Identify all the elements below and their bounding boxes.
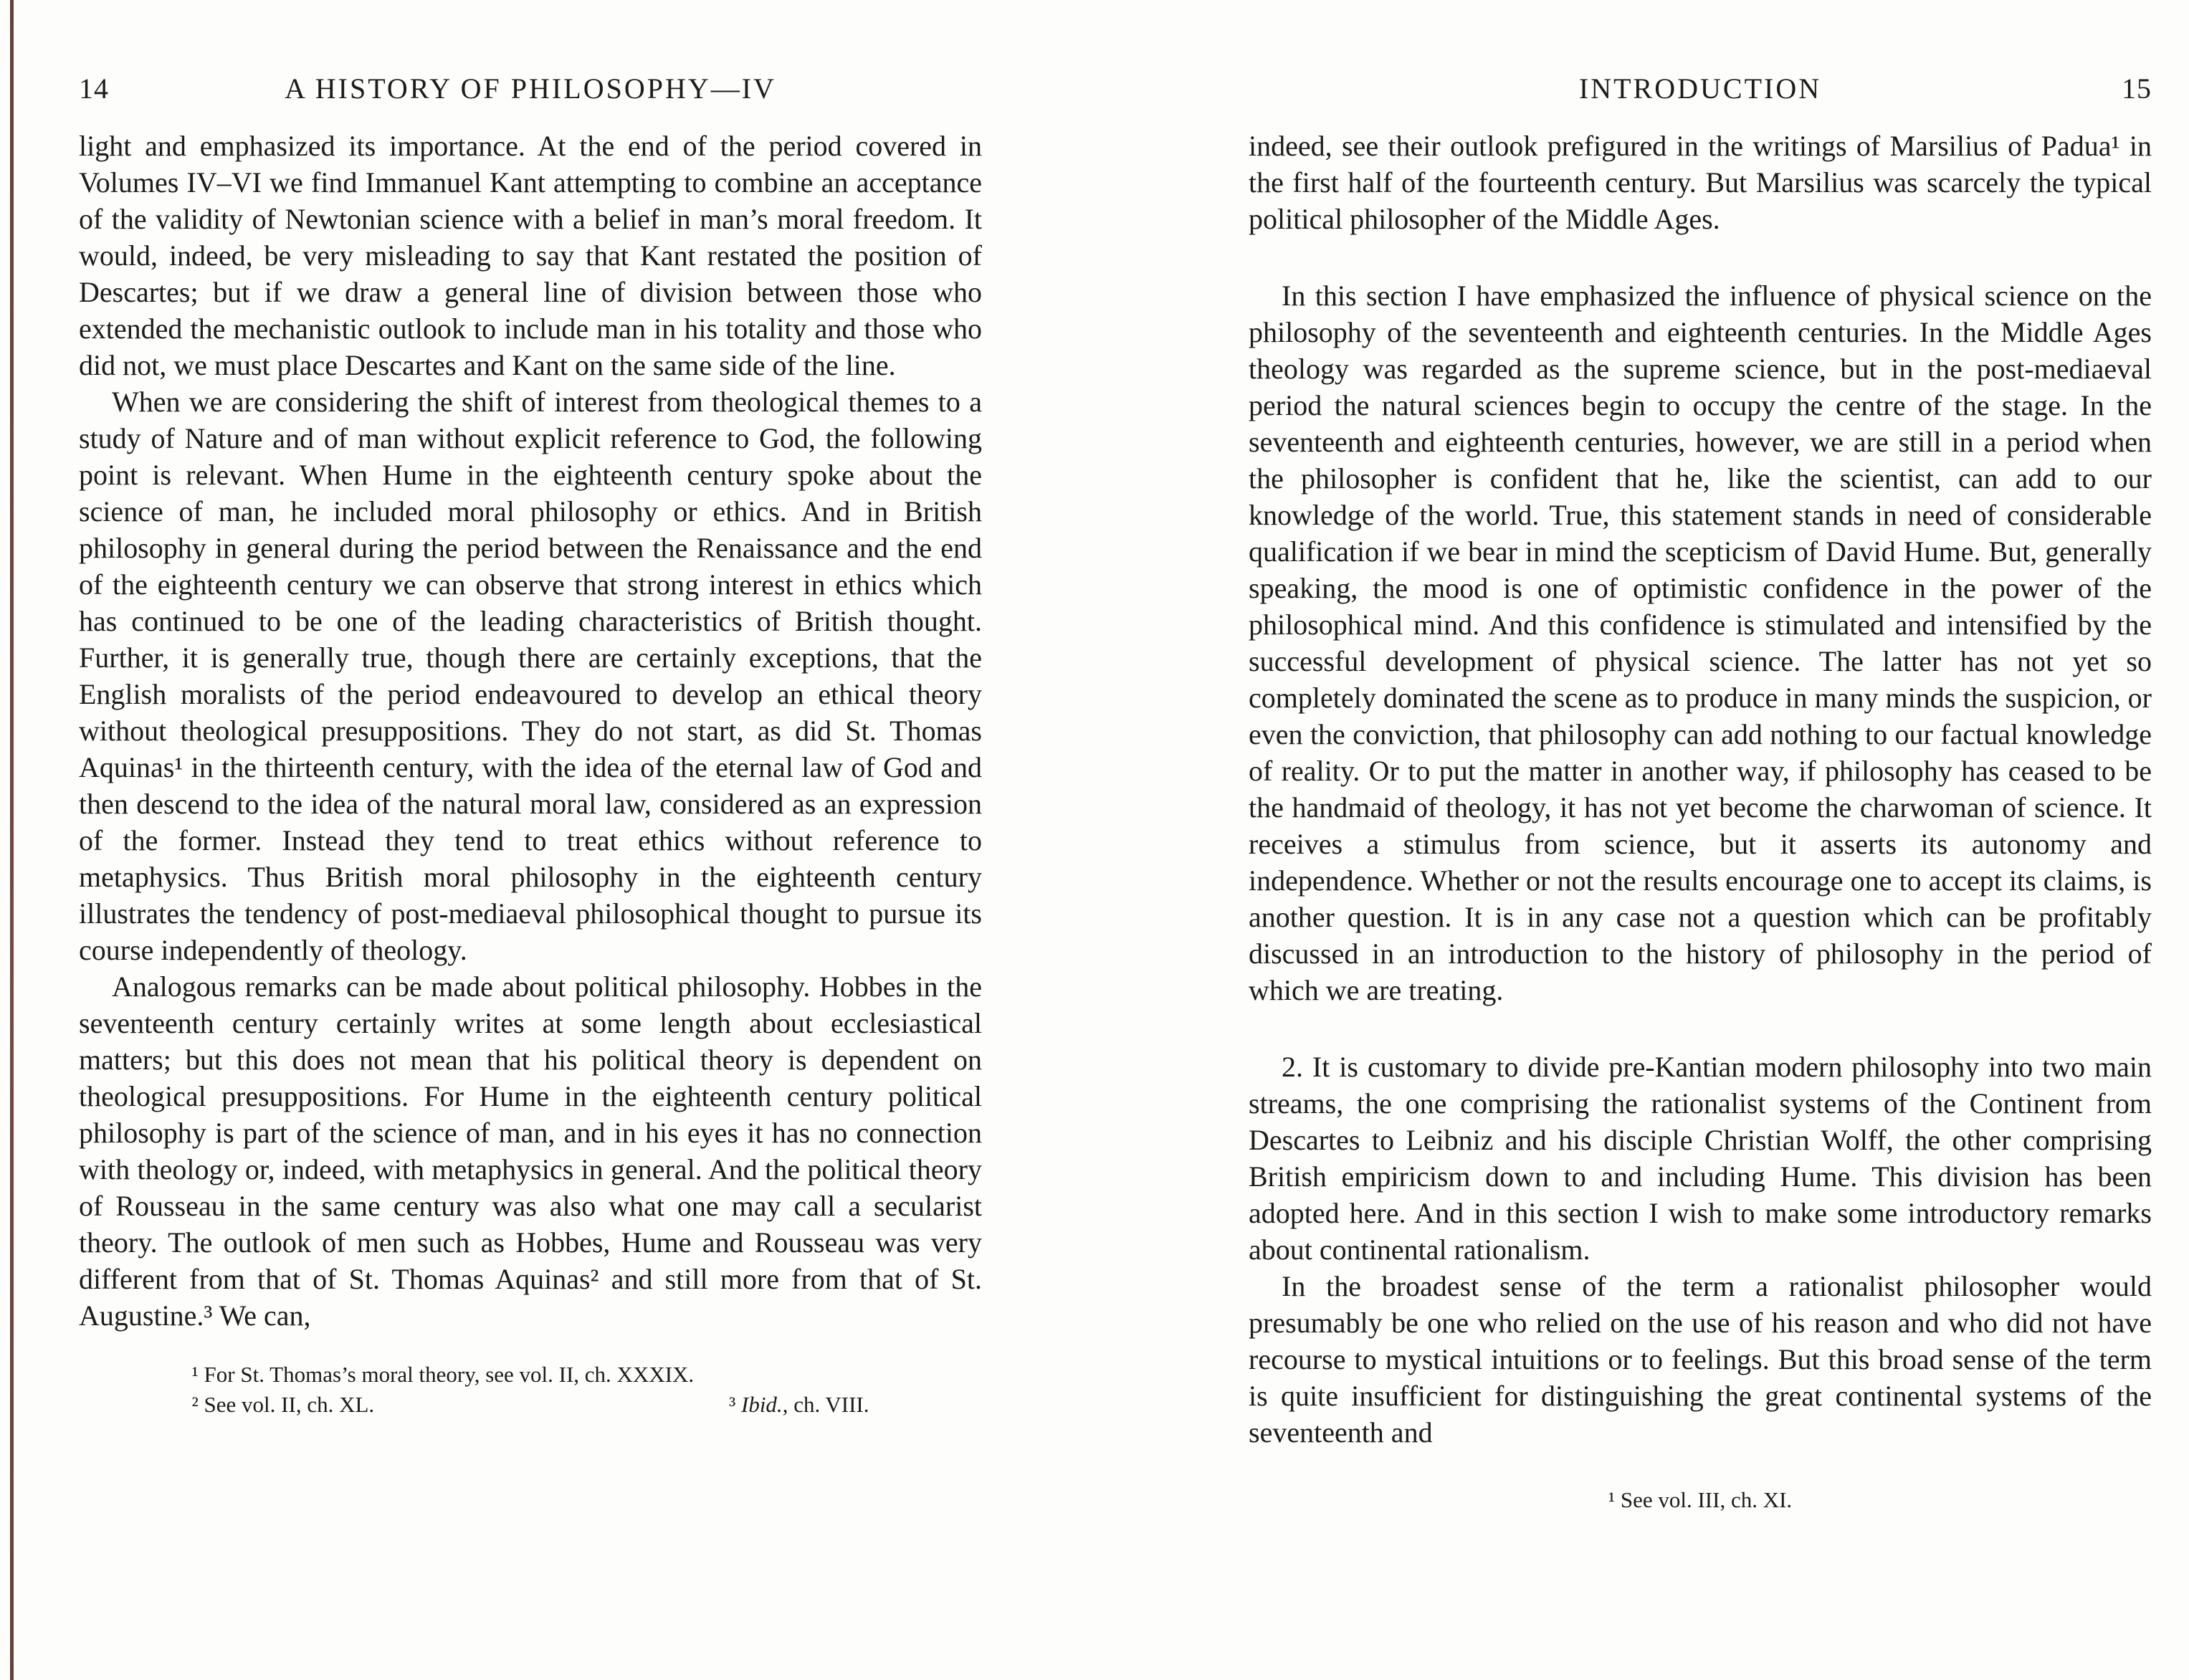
footnote-rest: , ch. VIII.: [782, 1392, 869, 1417]
running-head-left: [79, 72, 982, 108]
page-left: [0, 0, 1094, 1680]
page-number-right: 15: [2122, 72, 2152, 105]
paragraph: When we are considering the shift of interest from theological themes to a study of Nature and of man without explicit reference to God, the following point is relevant. When Hume in the eighteenth century spoke about the science of man, he included moral philosophy or ethics. And in British philosophy in general during the period between the Renaissance and the end of the eighteenth century we can observe that strong interest in ethics which has continued to be one of the leading characteristics of British thought. Further, it is generally true, though there are certainly exceptions, that the English moralists of the period endeavoured to develop an ethical theory without theological presuppositions. They do not start, as did St. Thomas Aquinas¹ in the thirteenth century, with the idea of the eternal law of God and then descend to the idea of the natural moral law, considered as an expression of the former. Instead they tend to treat ethics without reference to metaphysics. Thus British moral philosophy in the eighteenth century illustrates the tendency of post-mediaeval philosophical thought to pursue its course independently of theology.: [79, 386, 982, 966]
footnote-marker: ³: [728, 1392, 741, 1417]
running-head-right: [1249, 72, 2152, 108]
paragraph: Analogous remarks can be made about political philosophy. Hobbes in the seventeenth century certainly writes at some length about ecclesiastical matters; but this does not mean that his political theory is dependent on theological presuppositions. For Hume in the eighteenth century political philosophy is part of the science of man, and in his eyes it has no connection with theology or, indeed, with metaphysics in general. And the political theory of Rousseau in the same century was also what one may call a secularist theory. The outlook of men such as Hobbes, Hume and Rousseau was very different from that of St. Thomas Aquinas² and still more from that of St. Augustine.³ We can,: [79, 970, 982, 1332]
page-right: [1094, 0, 2189, 1680]
footnote-ibid: Ibid.: [741, 1392, 783, 1417]
paragraph: 2. It is customary to divide pre-Kantian modern philosophy into two main streams, the one comprising the rationalist systems of the Continent from Descartes to Leibniz and his disciple Christian Wolff, the other comprising British empiricism down to and including Hume. This division has been adopted here. And in this section I wish to make some introductory remarks about continental rationalism.: [1249, 1051, 2152, 1266]
paragraph: In this section I have emphasized the influence of physical science on the philosophy of the seventeenth and eighteenth centuries. In the Middle Ages theology was regarded as the supreme science, but in the post-mediaeval period the natural sciences begin to occupy the centre of the stage. In the seventeenth and eighteenth centuries, however, we are still in a period when the philosopher is confident that he, like the scientist, can add to our knowledge of the world. True, this statement stands in need of considerable qualification if we bear in mind the scepticism of David Hume. But, generally speaking, the mood is one of optimistic confidence in the power of the philosophical mind. And this confidence is stimulated and intensified by the successful development of physical science. The latter has not yet so completely dominated the scene as to produce in many minds the suspicion, or even the conviction, that philosophy can add nothing to our factual knowledge of reality. Or to put the matter in another way, if philosophy has ceased to be the handmaid of theology, it has not yet become the charwoman of science. It receives a stimulus from science, but it asserts its autonomy and independence. Whether or not the results encourage one to accept its claims, is another question. It is in any case not a question which can be profitably discussed in an introduction to the history of philosophy in the period of which we are treating.: [1249, 280, 2152, 1006]
running-title-left: A HISTORY OF PHILOSOPHY—IV: [285, 72, 776, 105]
scan-edge-line: [10, 0, 14, 1680]
footnote: [729, 1390, 869, 1420]
paragraph: indeed, see their outlook prefigured in the writings of Marsilius of Padua¹ in the first half of the fourteenth century. But Marsilius was scarcely the typical political philosopher of the Middle Ages.: [1249, 130, 2152, 235]
footnote: ¹ For St. Thomas’s moral theory, see vol. II, ch. XXXIX.: [191, 1362, 695, 1387]
body-text-left: [79, 128, 982, 1334]
footnote: ² See vol. II, ch. XL.: [191, 1392, 375, 1417]
running-title-right: INTRODUCTION: [1578, 72, 1822, 105]
footnote: ¹ See vol. III, ch. XI.: [1608, 1487, 1793, 1512]
page-number-left: 14: [79, 72, 109, 105]
footnotes-left: [192, 1360, 869, 1420]
footnote-row: [192, 1390, 869, 1420]
paragraph: light and emphasized its importance. At the end of the period covered in Volumes IV–VI we find Immanuel Kant attempting to combine an acceptance of the validity of Newtonian science with a belief in man’s moral freedom. It would, indeed, be very misleading to say that Kant restated the position of Descartes; but if we draw a general line of division between those who extended the mechanistic outlook to include man in his totality and those who did not, we must place Descartes and Kant on the same side of the line.: [79, 130, 982, 381]
body-text-right: [1249, 128, 2152, 1451]
paragraph: In the broadest sense of the term a rationalist philosopher would presumably be one who relied on the use of his reason and who did not have recourse to mystical intuitions or to feelings. But this broad sense of the term is quite insufficient for distinguishing the great continental systems of the seventeenth and: [1249, 1270, 2152, 1448]
